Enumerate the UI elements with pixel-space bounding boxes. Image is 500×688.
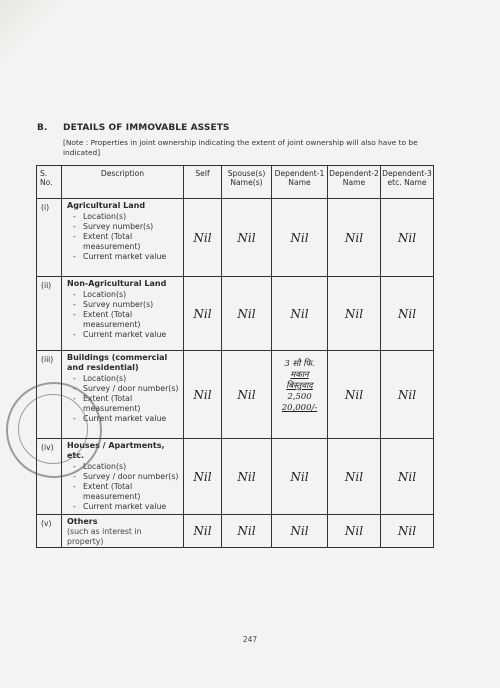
cell-spouse: Nil bbox=[222, 351, 272, 439]
cell-self: Nil bbox=[184, 515, 222, 548]
row-title: Non-Agricultural Land bbox=[67, 279, 167, 288]
header-self: Self bbox=[184, 166, 222, 199]
row-item: - Survey / door number(s) bbox=[73, 384, 180, 394]
handwritten-line: बिस्तुवाद bbox=[286, 381, 313, 391]
section-letter: B. bbox=[37, 123, 48, 133]
cell-self: Nil bbox=[184, 199, 222, 277]
cell-dependent-1 bbox=[272, 351, 328, 439]
official-seal-stamp bbox=[6, 382, 102, 478]
cell-dependent-3: Nil bbox=[381, 515, 434, 548]
header-description: Description bbox=[62, 166, 184, 199]
handwritten-line: 2,500 bbox=[287, 392, 312, 402]
cell-dependent-2: Nil bbox=[328, 515, 381, 548]
cell-dependent-3: Nil bbox=[381, 439, 434, 515]
row-title: Others bbox=[67, 517, 98, 526]
page-corner-fold bbox=[0, 0, 60, 60]
row-item: - Location(s) bbox=[73, 290, 180, 300]
row-sno: (ii) bbox=[37, 277, 62, 351]
row-title: Houses / Apartments, etc. bbox=[67, 441, 165, 460]
cell-dependent-1: Nil bbox=[272, 515, 328, 548]
row-item: - Location(s) bbox=[73, 462, 180, 472]
cell-dependent-1: Nil bbox=[272, 439, 328, 515]
row-item: - Extent (Total measurement) bbox=[73, 394, 180, 414]
cell-dependent-2: Nil bbox=[328, 439, 381, 515]
table-row bbox=[37, 199, 434, 277]
section-note: [Note : Properties in joint ownership indicating the extent of joint ownership will also have to be indicated] bbox=[63, 138, 418, 157]
cell-dependent-3: Nil bbox=[381, 351, 434, 439]
cell-self: Nil bbox=[184, 351, 222, 439]
cell-dependent-2: Nil bbox=[328, 351, 381, 439]
handwritten-line: मकान bbox=[290, 370, 309, 380]
row-item: - Location(s) bbox=[73, 374, 180, 384]
cell-dependent-1: Nil bbox=[272, 199, 328, 277]
cell-self: Nil bbox=[184, 277, 222, 351]
row-description bbox=[62, 199, 184, 277]
row-item: - Current market value bbox=[73, 252, 180, 262]
cell-dependent-1: Nil bbox=[272, 277, 328, 351]
cell-spouse: Nil bbox=[222, 515, 272, 548]
row-sno: (iii) bbox=[37, 351, 62, 439]
cell-spouse: Nil bbox=[222, 277, 272, 351]
row-sno: (v) bbox=[37, 515, 62, 548]
handwritten-line: 20,000/- bbox=[281, 403, 318, 413]
header-dependent-3: Dependent-3 etc. Name bbox=[381, 166, 434, 199]
row-sno: (iv) bbox=[37, 439, 62, 515]
header-dependent-2: Dependent-2 Name bbox=[328, 166, 381, 199]
row-item: - Current market value bbox=[73, 330, 180, 340]
row-item: - Extent (Total measurement) bbox=[73, 232, 180, 252]
immovable-assets-table bbox=[36, 165, 434, 548]
header-sno: S. No. bbox=[37, 166, 62, 199]
header-dependent-1: Dependent-1 Name bbox=[272, 166, 328, 199]
cell-dependent-2: Nil bbox=[328, 199, 381, 277]
section-heading bbox=[37, 123, 230, 133]
row-item: - Survey number(s) bbox=[73, 222, 180, 232]
row-item: - Current market value bbox=[73, 502, 180, 512]
table-row bbox=[37, 277, 434, 351]
row-item: - Current market value bbox=[73, 414, 180, 424]
page-number: 247 bbox=[242, 635, 258, 644]
handwritten-line: 3 सौ फि. bbox=[284, 359, 315, 369]
cell-spouse: Nil bbox=[222, 199, 272, 277]
row-item: - Extent (Total measurement) bbox=[73, 482, 180, 502]
row-item: - Location(s) bbox=[73, 212, 180, 222]
row-title: Agricultural Land bbox=[67, 201, 146, 210]
row-description bbox=[62, 277, 184, 351]
table-header-row bbox=[37, 166, 434, 199]
table-row bbox=[37, 515, 434, 548]
cell-dependent-3: Nil bbox=[381, 199, 434, 277]
cell-dependent-2: Nil bbox=[328, 277, 381, 351]
row-description bbox=[62, 515, 184, 548]
row-item: - Survey number(s) bbox=[73, 300, 180, 310]
section-title: DETAILS OF IMMOVABLE ASSETS bbox=[63, 123, 230, 133]
row-item: - Extent (Total measurement) bbox=[73, 310, 180, 330]
row-sno: (i) bbox=[37, 199, 62, 277]
row-title: Buildings (commercial and residential) bbox=[67, 353, 168, 372]
row-item: - Survey / door number(s) bbox=[73, 472, 180, 482]
row-subtitle: (such as interest in property) bbox=[67, 527, 142, 546]
header-spouse: Spouse(s) Name(s) bbox=[222, 166, 272, 199]
cell-self: Nil bbox=[184, 439, 222, 515]
cell-dependent-3: Nil bbox=[381, 277, 434, 351]
cell-spouse: Nil bbox=[222, 439, 272, 515]
